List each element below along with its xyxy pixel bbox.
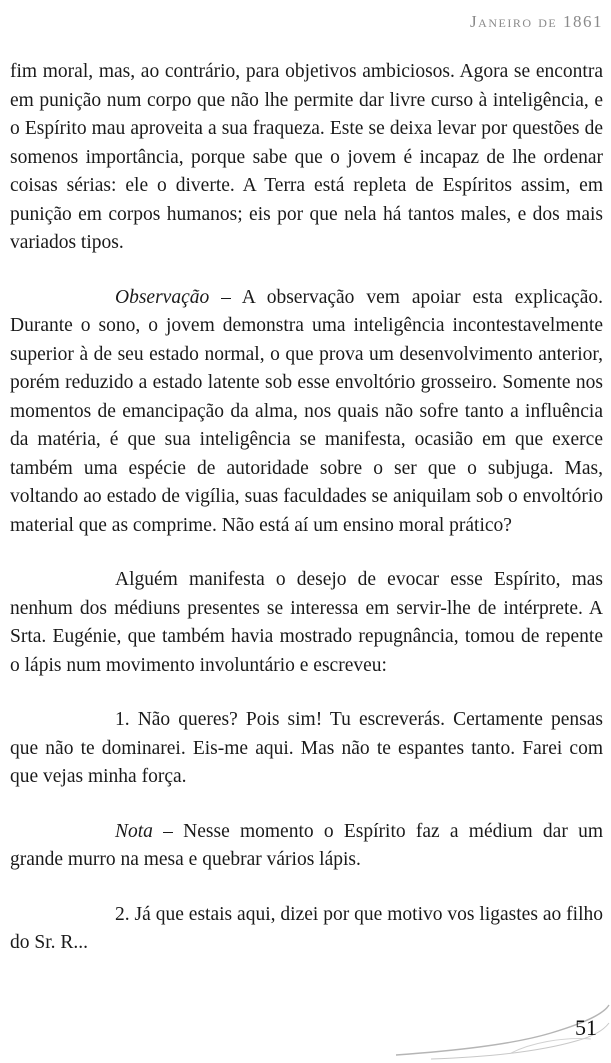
- page-body: [10, 58, 603, 984]
- running-header: Janeiro de 1861: [470, 12, 603, 31]
- nota-text: – Nesse momento o Espírito faz a médium dar um grande murro na mesa e quebrar vários lápis.: [10, 820, 603, 870]
- paragraph-nota: [10, 818, 603, 875]
- observacao-text: – A observação vem apoiar esta explicação. Durante o sono, o jovem demonstra uma inteligência incontestavelmente superior à de seu estado normal, o que prova um desenvolvimento anterior, porém reduzido a estado latente sob esse envoltório grosseiro. Somente nos momentos de emancipação da alma, nos quais não sofre tanto a influência da matéria, é que sua inteligência se manifesta, ocasião em que exerce também uma espécie de autoridade sobre o ser que o subjuga. Mas, voltando ao estado de vigília, suas faculdades se aniquilam sob o envoltório material que as comprime. Não está aí um ensino moral prático?: [10, 286, 603, 536]
- paragraph-continuation: fim moral, mas, ao contrário, para objetivos ambiciosos. Agora se encontra em punição num corpo que não lhe permite dar livre curso à inteligência, e o Espírito mau aproveita a sua fraqueza. Este se deixa levar por questões de somenos importância, porque sabe que o jovem é incapaz de lhe ordenar coisas sérias: ele o diverte. A Terra está repleta de Espíritos assim, em punição em corpos humanos; eis por que nela há tantos males, e dos mais variados tipos.: [10, 61, 603, 253]
- observacao-label: Observação: [115, 286, 210, 308]
- nota-label: Nota: [115, 820, 153, 842]
- paragraph-evocation: Alguém manifesta o desejo de evocar esse Espírito, mas nenhum dos médiuns presentes se interessa em servir-lhe de intérprete. A Srta. Eugénie, que também havia mostrado repugnância, tomou de repente o lápis num movimento involuntário e escreveu:: [10, 569, 603, 676]
- paragraph-question-2: 2. Já que estais aqui, dizei por que motivo vos ligastes ao filho do Sr. R...: [10, 903, 603, 953]
- paragraph-observacao: [10, 284, 603, 541]
- page-number: 51: [575, 1015, 597, 1040]
- paragraph-answer-1: 1. Não queres? Pois sim! Tu escreverás. Certamente pensas que não te dominarei. Eis-me aqui. Mas não te espantes tanto. Farei com que vejas minha força.: [10, 709, 603, 787]
